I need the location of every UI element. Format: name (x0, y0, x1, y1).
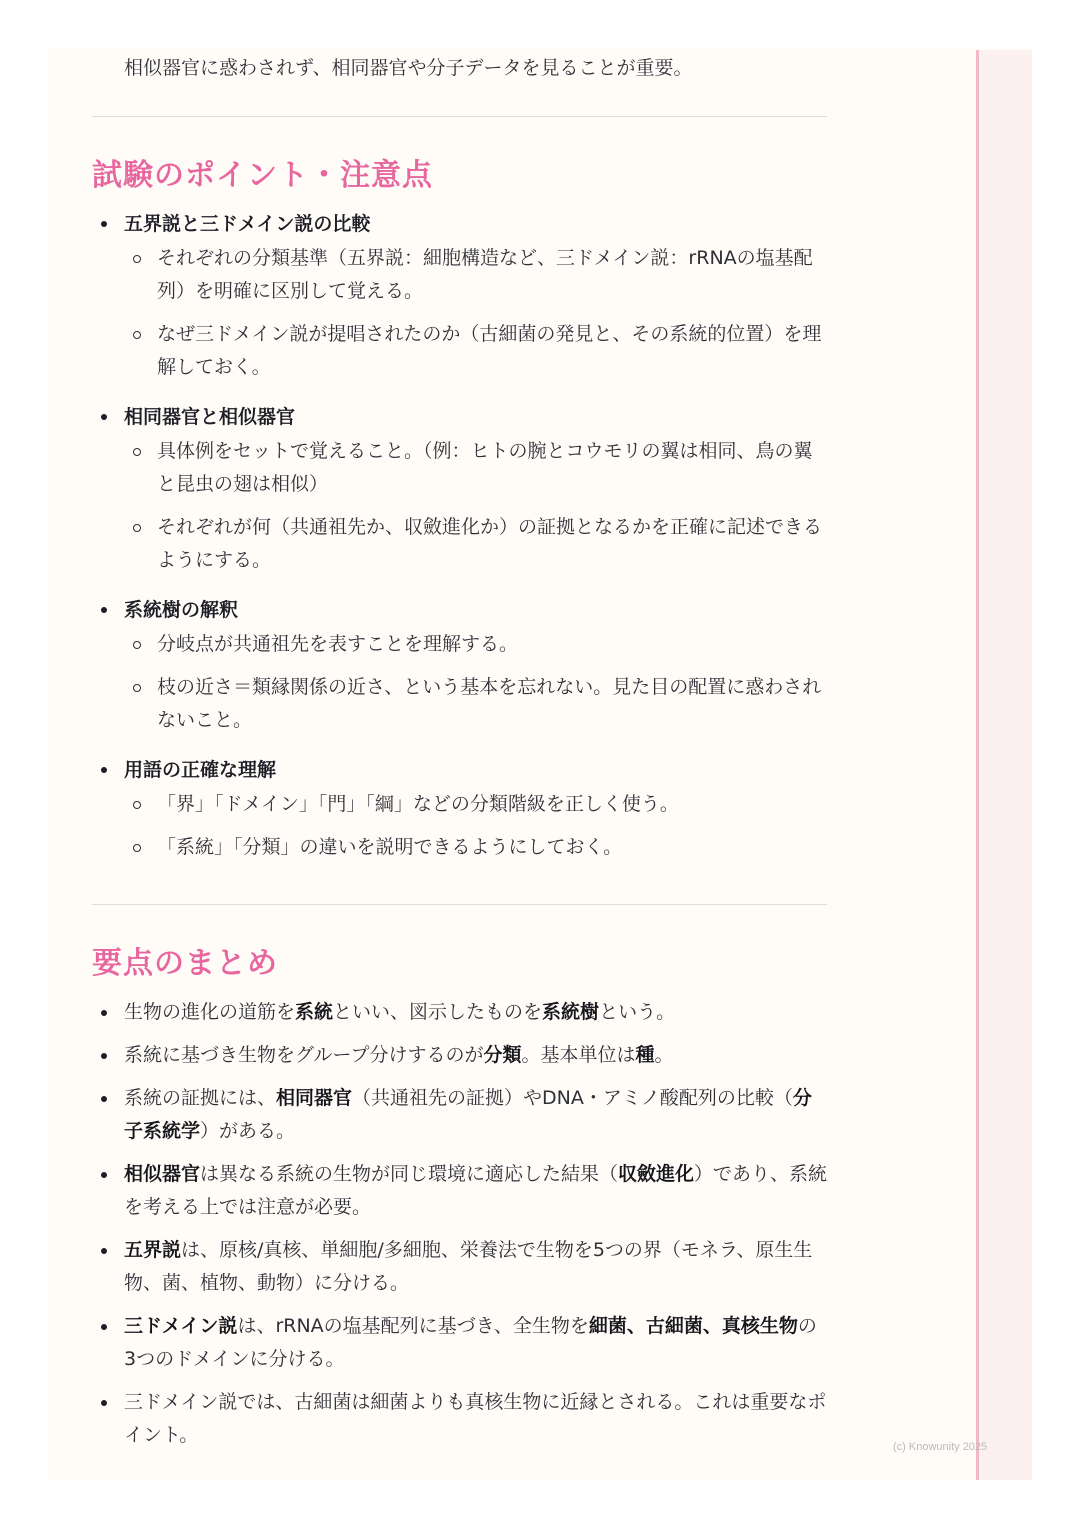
point-item (92, 755, 828, 864)
point-item (92, 595, 828, 737)
point-item (92, 402, 828, 577)
summary-text: という。 (599, 1001, 676, 1023)
summary-keyword: 細菌、古細菌、真核生物 (588, 1315, 798, 1337)
summary-text: 三ドメイン説では、古細菌は細菌よりも真核生物に近縁とされる。これは重要なポイント。 (124, 1391, 827, 1446)
summary-keyword: 系統樹 (542, 1001, 600, 1023)
summary-item (92, 1082, 828, 1148)
divider-middle (92, 904, 827, 905)
summary-text: は、rRNAの塩基配列に基づき、全生物を (237, 1315, 589, 1337)
summary-text: ）がある。 (200, 1120, 296, 1142)
summary-text: は異なる系統の生物が同じ環境に適応した結果（ (200, 1163, 619, 1185)
summary-keyword: 三ドメイン説 (124, 1315, 238, 1337)
divider-top (92, 116, 827, 117)
point-sub-item: 枝の近さ＝類縁関係の近さ、という基本を忘れない。見た目の配置に惑わされないこと。 (92, 671, 828, 737)
margin-line (976, 50, 979, 1480)
summary-keyword: 相似器官 (124, 1163, 201, 1185)
point-sub-item: 「系統」「分類」の違いを説明できるようにしておく。 (92, 831, 828, 864)
point-sub-item: なぜ三ドメイン説が提唱されたのか（古細菌の発見と、その系統的位置）を理解しておく。 (92, 318, 828, 384)
summary-keyword: 五界説 (124, 1239, 182, 1261)
summary-keyword: 系統 (295, 1001, 334, 1023)
summary-keyword: 収斂進化 (618, 1163, 695, 1185)
point-item (92, 209, 828, 384)
point-heading: 用語の正確な理解 (92, 755, 828, 785)
summary-item (92, 1310, 828, 1376)
point-heading: 相同器官と相似器官 (92, 402, 828, 432)
copyright-watermark: (c) Knowunity 2025 (893, 1441, 988, 1453)
summary-item (92, 1039, 828, 1072)
exam-section-title: 試験のポイント・注意点 (92, 158, 433, 193)
point-sub-item: 分岐点が共通祖先を表すことを理解する。 (92, 628, 828, 661)
point-sub-item: 具体例をセットで覚えること。（例：ヒトの腕とコウモリの翼は相同、鳥の翼と昆虫の翅は相似） (92, 435, 828, 501)
point-heading: 五界説と三ドメイン説の比較 (92, 209, 828, 239)
summary-section-title: 要点のまとめ (92, 946, 278, 981)
point-sub-item: 「界」「ドメイン」「門」「綱」などの分類階級を正しく使う。 (92, 788, 828, 821)
summary-text: （共通祖先の証拠）やDNA・アミノ酸配列の比較（ (352, 1087, 793, 1109)
summary-text: の3つのドメインに分ける。 (124, 1315, 817, 1370)
summary-text: といい、図示したものを (333, 1001, 543, 1023)
summary-keyword: 分類 (483, 1044, 522, 1066)
lead-text: 相似器官に惑わされず、相同器官や分子データを見ることが重要。 (124, 57, 693, 79)
exam-points-list (92, 209, 828, 864)
point-sub-item: それぞれが何（共通祖先か、収斂進化か）の証拠となるかを正確に記述できるようにする。 (92, 511, 828, 577)
point-heading: 系統樹の解釈 (92, 595, 828, 625)
summary-keyword: 種 (635, 1044, 655, 1066)
summary-text: 生物の進化の道筋を (124, 1001, 296, 1023)
summary-keyword: 相同器官 (276, 1087, 353, 1109)
summary-text: 系統の証拠には、 (124, 1087, 277, 1109)
summary-item (92, 1158, 828, 1224)
summary-list (92, 996, 828, 1452)
summary-keyword: 分子系統学 (124, 1087, 812, 1142)
summary-item (92, 996, 828, 1029)
summary-item (92, 1386, 828, 1452)
summary-text: ）であり、系統を考える上では注意が必要。 (124, 1163, 828, 1218)
margin-strip (976, 50, 1032, 1480)
summary-text: は、原核/真核、単細胞/多細胞、栄養法で生物を5つの界（モネラ、原生生物、菌、植物、動物）に分ける。 (124, 1239, 813, 1294)
summary-item (92, 1234, 828, 1300)
summary-text: 。基本単位は (521, 1044, 636, 1066)
point-sub-item: それぞれの分類基準（五界説：細胞構造など、三ドメイン説：rRNAの塩基配列）を明確に区別して覚える。 (92, 242, 828, 308)
summary-text: 。 (654, 1044, 674, 1066)
summary-text: 系統に基づき生物をグループ分けするのが (124, 1044, 484, 1066)
